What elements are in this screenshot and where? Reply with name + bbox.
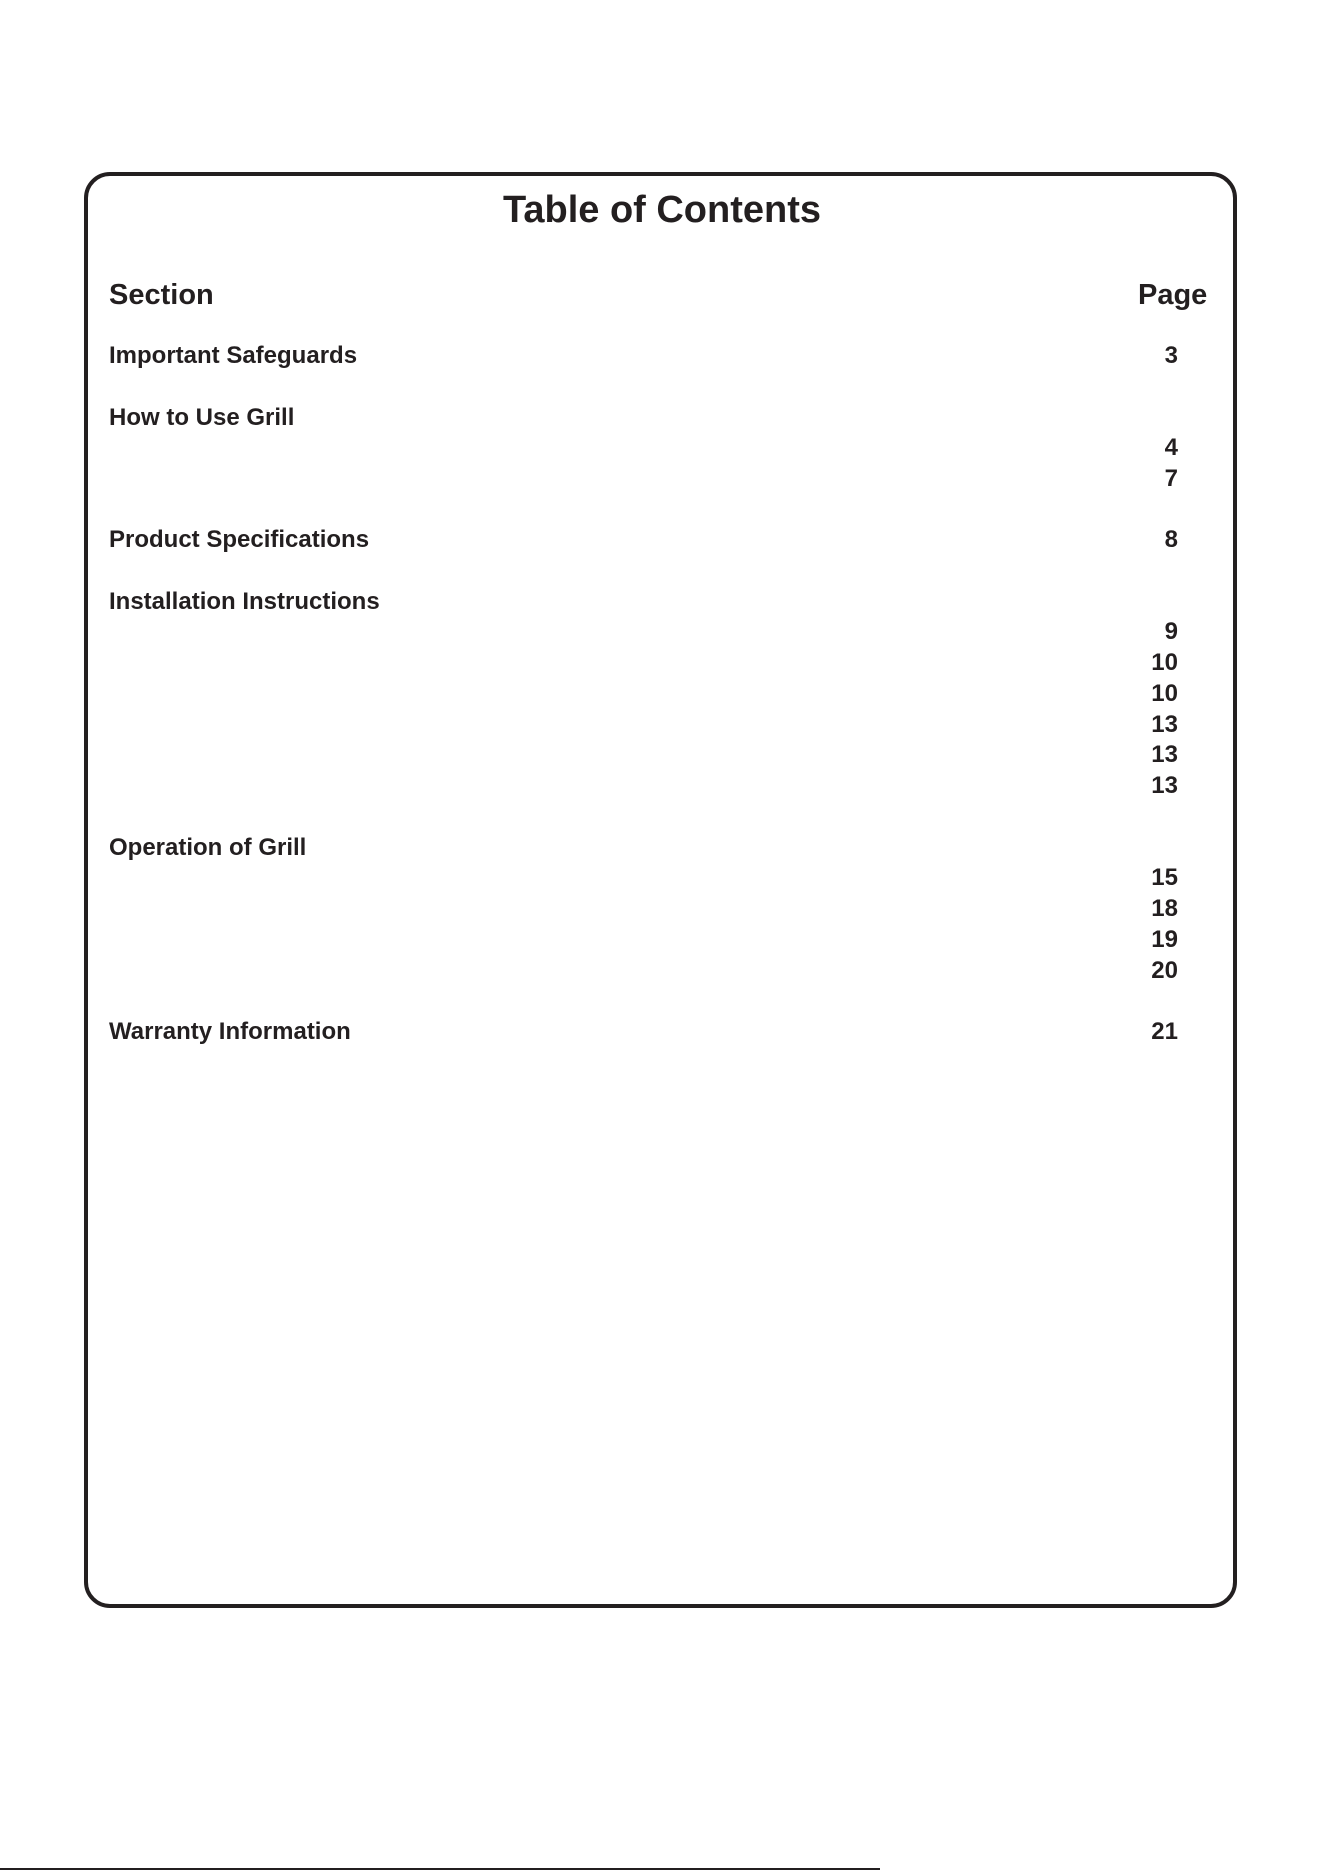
toc-entry-warranty-information: Warranty Information — [109, 1018, 351, 1045]
toc-page-number: 18 — [1151, 895, 1178, 922]
toc-page-number: 15 — [1151, 864, 1178, 891]
toc-page-number: 20 — [1151, 957, 1178, 984]
toc-page-number: 21 — [1151, 1018, 1178, 1045]
toc-entry-product-specifications: Product Specifications — [109, 526, 370, 553]
toc-page-number: 13 — [1151, 711, 1178, 738]
toc-page-number: 19 — [1151, 926, 1178, 953]
toc-entry-operation-of-grill: Operation of Grill — [109, 834, 307, 861]
page-column-header: Page — [1138, 279, 1208, 311]
toc-page-number: 4 — [1164, 434, 1178, 461]
toc-page-number: 13 — [1151, 772, 1178, 799]
section-column-header: Section — [109, 279, 214, 311]
toc-page-number: 7 — [1164, 465, 1178, 492]
toc-entry-installation-instructions: Installation Instructions — [109, 588, 380, 615]
bottom-edge-rule — [0, 1868, 880, 1870]
toc-frame — [84, 172, 1237, 1608]
toc-page-number: 8 — [1164, 526, 1178, 553]
toc-page-number: 3 — [1164, 342, 1178, 369]
page-title: Table of Contents — [502, 189, 822, 231]
toc-page-number: 10 — [1151, 680, 1178, 707]
toc-page-number: 13 — [1151, 741, 1178, 768]
toc-page-number: 9 — [1164, 618, 1178, 645]
toc-entry-important-safeguards: Important Safeguards — [109, 342, 358, 369]
toc-entry-how-to-use-grill: How to Use Grill — [109, 404, 295, 431]
toc-page-number: 10 — [1151, 649, 1178, 676]
